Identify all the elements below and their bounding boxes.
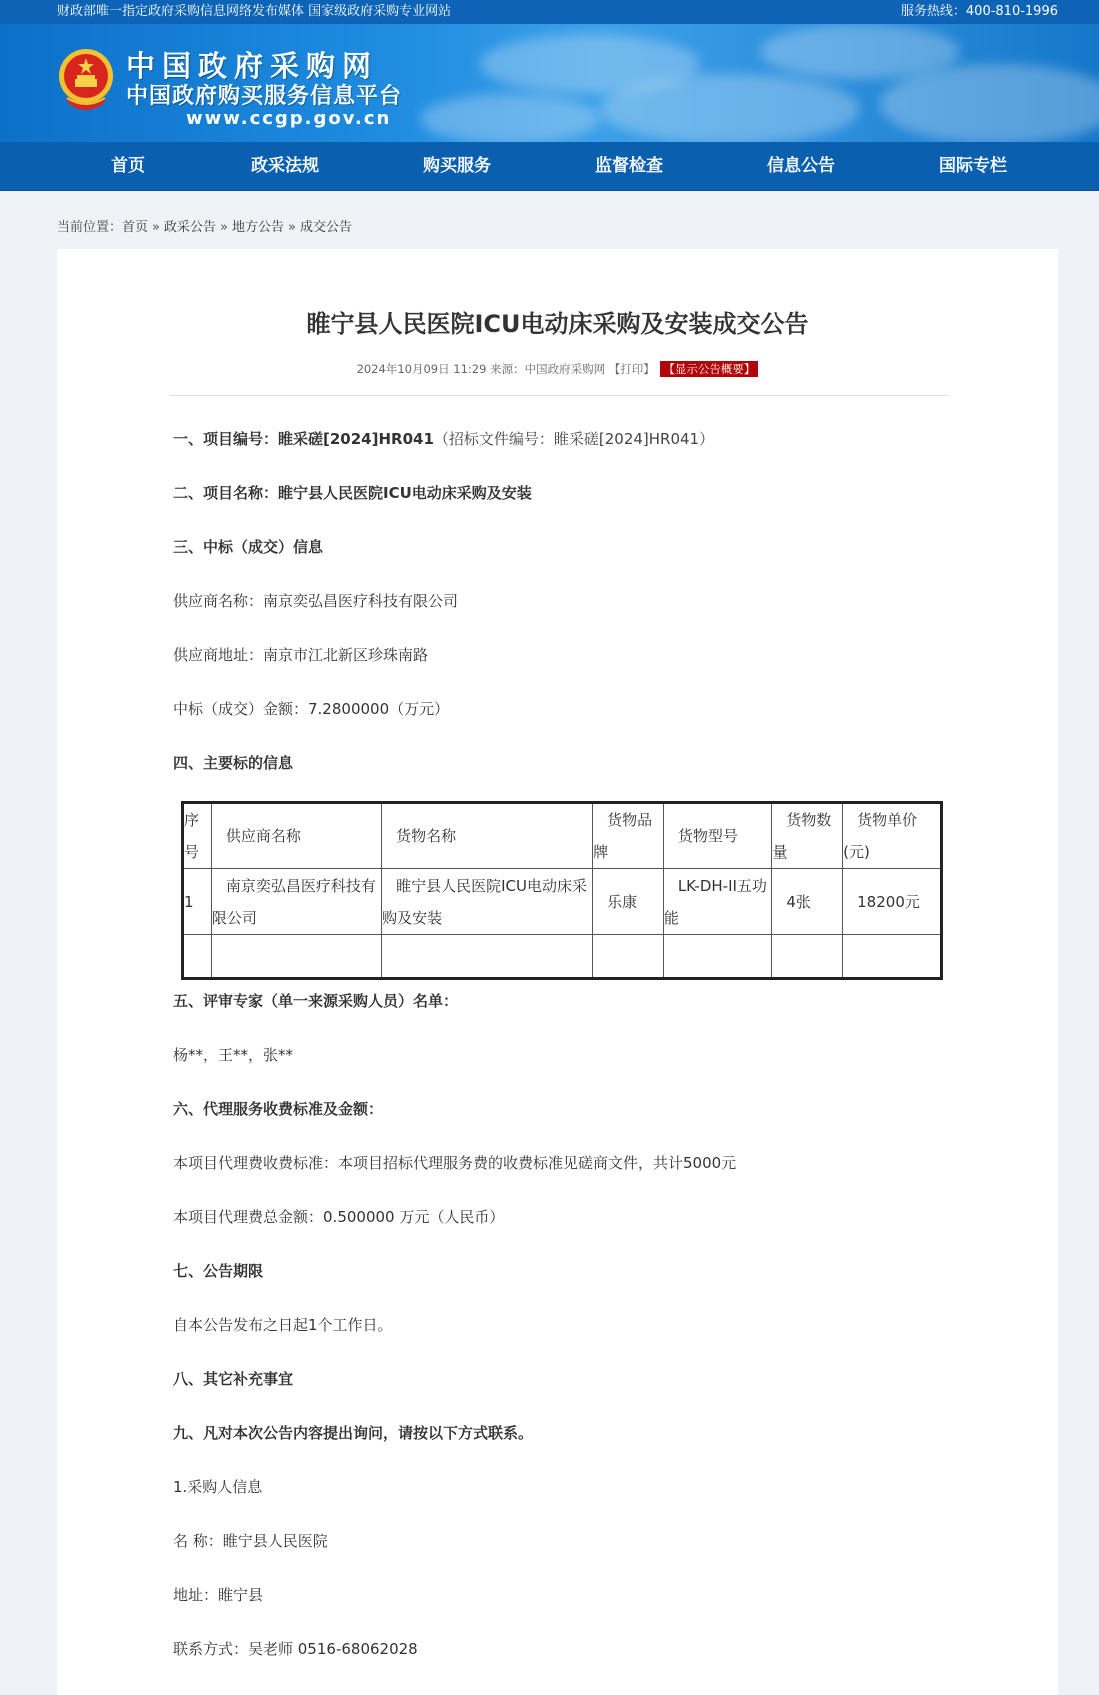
table-header-row (183, 803, 942, 869)
fee-total: 本项目代理费总金额：0.500000 万元（人民币） (173, 1208, 505, 1226)
section-contact: 九、凡对本次公告内容提出询问，请按以下方式联系。 (173, 1424, 534, 1442)
nav-item-purchase-services[interactable]: 购买服务 (423, 156, 491, 176)
buyer-heading: 1.采购人信息 (173, 1478, 263, 1496)
table-cell-supplier: 南京奕弘昌医疗科技有限公司 (211, 869, 381, 935)
table-row-empty (183, 935, 942, 979)
table-header-cell: 序号 (183, 803, 212, 869)
section-agency-fee: 六、代理服务收费标准及金额： (173, 1100, 384, 1118)
breadcrumb-label: 当前位置： (57, 220, 123, 235)
announcement-period: 自本公告发布之日起1个工作日。 (173, 1316, 393, 1334)
table-header-cell: 货物型号 (663, 803, 772, 869)
service-hotline: 服务热线：400-810-1996 (900, 4, 1058, 19)
top-bar (0, 0, 1099, 24)
show-summary-button[interactable]: 【显示公告概要】 (660, 361, 758, 377)
section-project-name: 二、项目名称：睢宁县人民医院ICU电动床采购及安装 (173, 484, 532, 502)
section-main-items: 四、主要标的信息 (173, 754, 294, 772)
section-project-number (173, 428, 714, 449)
logo-url[interactable]: www.ccgp.gov.cn (186, 108, 392, 129)
table-header-cell: 货物名称 (382, 803, 593, 869)
table-row (183, 869, 942, 935)
items-table (181, 801, 943, 980)
table-cell-goods: 睢宁县人民医院ICU电动床采购及安装 (382, 869, 593, 935)
title-divider (170, 395, 948, 396)
table-cell-price: 18200元 (843, 869, 942, 935)
breadcrumb-separator: » (288, 220, 296, 235)
article-meta (57, 361, 1058, 377)
top-bar-slogan: 财政部唯一指定政府采购信息网络发布媒体 国家级政府采购专业网站 (57, 4, 452, 19)
table-header-cell: 货物单价(元) (843, 803, 942, 869)
project-number: 一、项目编号：睢采磋[2024]HR041 (173, 430, 434, 448)
table-cell-model: LK-DH-II五功能 (663, 869, 772, 935)
fee-standard: 本项目代理费收费标准：本项目招标代理服务费的收费标准见磋商文件，共计5000元 (173, 1154, 737, 1172)
national-emblem-icon[interactable] (57, 46, 115, 112)
breadcrumb-item-announcements[interactable]: 政采公告 (164, 220, 217, 235)
breadcrumb-separator: » (220, 220, 228, 235)
nav-item-home[interactable]: 首页 (111, 156, 145, 176)
logo-subtitle[interactable]: 中国政府购买服务信息平台 (126, 84, 403, 109)
table-header-cell: 货物数量 (772, 803, 843, 869)
table-cell-no: 1 (183, 869, 212, 935)
breadcrumb (57, 216, 352, 235)
section-award-info: 三、中标（成交）信息 (173, 538, 324, 556)
breadcrumb-item-home[interactable]: 首页 (122, 220, 149, 235)
table-cell-brand: 乐康 (593, 869, 664, 935)
nav-item-announcements[interactable]: 信息公告 (767, 156, 835, 176)
nav-item-regulations[interactable]: 政采法规 (251, 156, 319, 176)
breadcrumb-separator: » (152, 220, 160, 235)
breadcrumb-item-deal[interactable]: 成交公告 (299, 220, 352, 235)
buyer-address: 地址：睢宁县 (173, 1586, 264, 1604)
buyer-name: 名 称：睢宁县人民医院 (173, 1532, 328, 1550)
article-title: 睢宁县人民医院ICU电动床采购及安装成交公告 (306, 310, 809, 338)
nav-item-supervision[interactable]: 监督检查 (595, 156, 663, 176)
tender-doc-number: （招标文件编号：睢采磋[2024]HR041） (433, 430, 715, 448)
breadcrumb-item-local[interactable]: 地方公告 (231, 220, 284, 235)
nav-item-international[interactable]: 国际专栏 (939, 156, 1007, 176)
supplier-name: 供应商名称：南京奕弘昌医疗科技有限公司 (173, 592, 459, 610)
table-cell-qty: 4张 (772, 869, 843, 935)
section-period: 七、公告期限 (173, 1262, 264, 1280)
section-other: 八、其它补充事宜 (173, 1370, 294, 1388)
award-amount: 中标（成交）金额：7.2800000（万元） (173, 700, 450, 718)
site-header (0, 24, 1099, 142)
section-experts: 五、评审专家（单一来源采购人员）名单： (173, 992, 459, 1010)
article-date-source: 2024年10月09日 11:29 来源：中国政府采购网 (356, 362, 609, 376)
experts-list: 杨**，王**，张** (173, 1046, 294, 1064)
buyer-contact: 联系方式：吴老师 0516-68062028 (173, 1640, 418, 1658)
supplier-address: 供应商地址：南京市江北新区珍珠南路 (173, 646, 429, 664)
logo-title[interactable]: 中国政府采购网 (126, 49, 379, 83)
main-nav (0, 142, 1099, 191)
print-link[interactable]: 【打印】 (608, 362, 655, 376)
table-header-cell: 供应商名称 (211, 803, 381, 869)
table-header-cell: 货物品牌 (593, 803, 664, 869)
article-panel (57, 249, 1058, 1695)
